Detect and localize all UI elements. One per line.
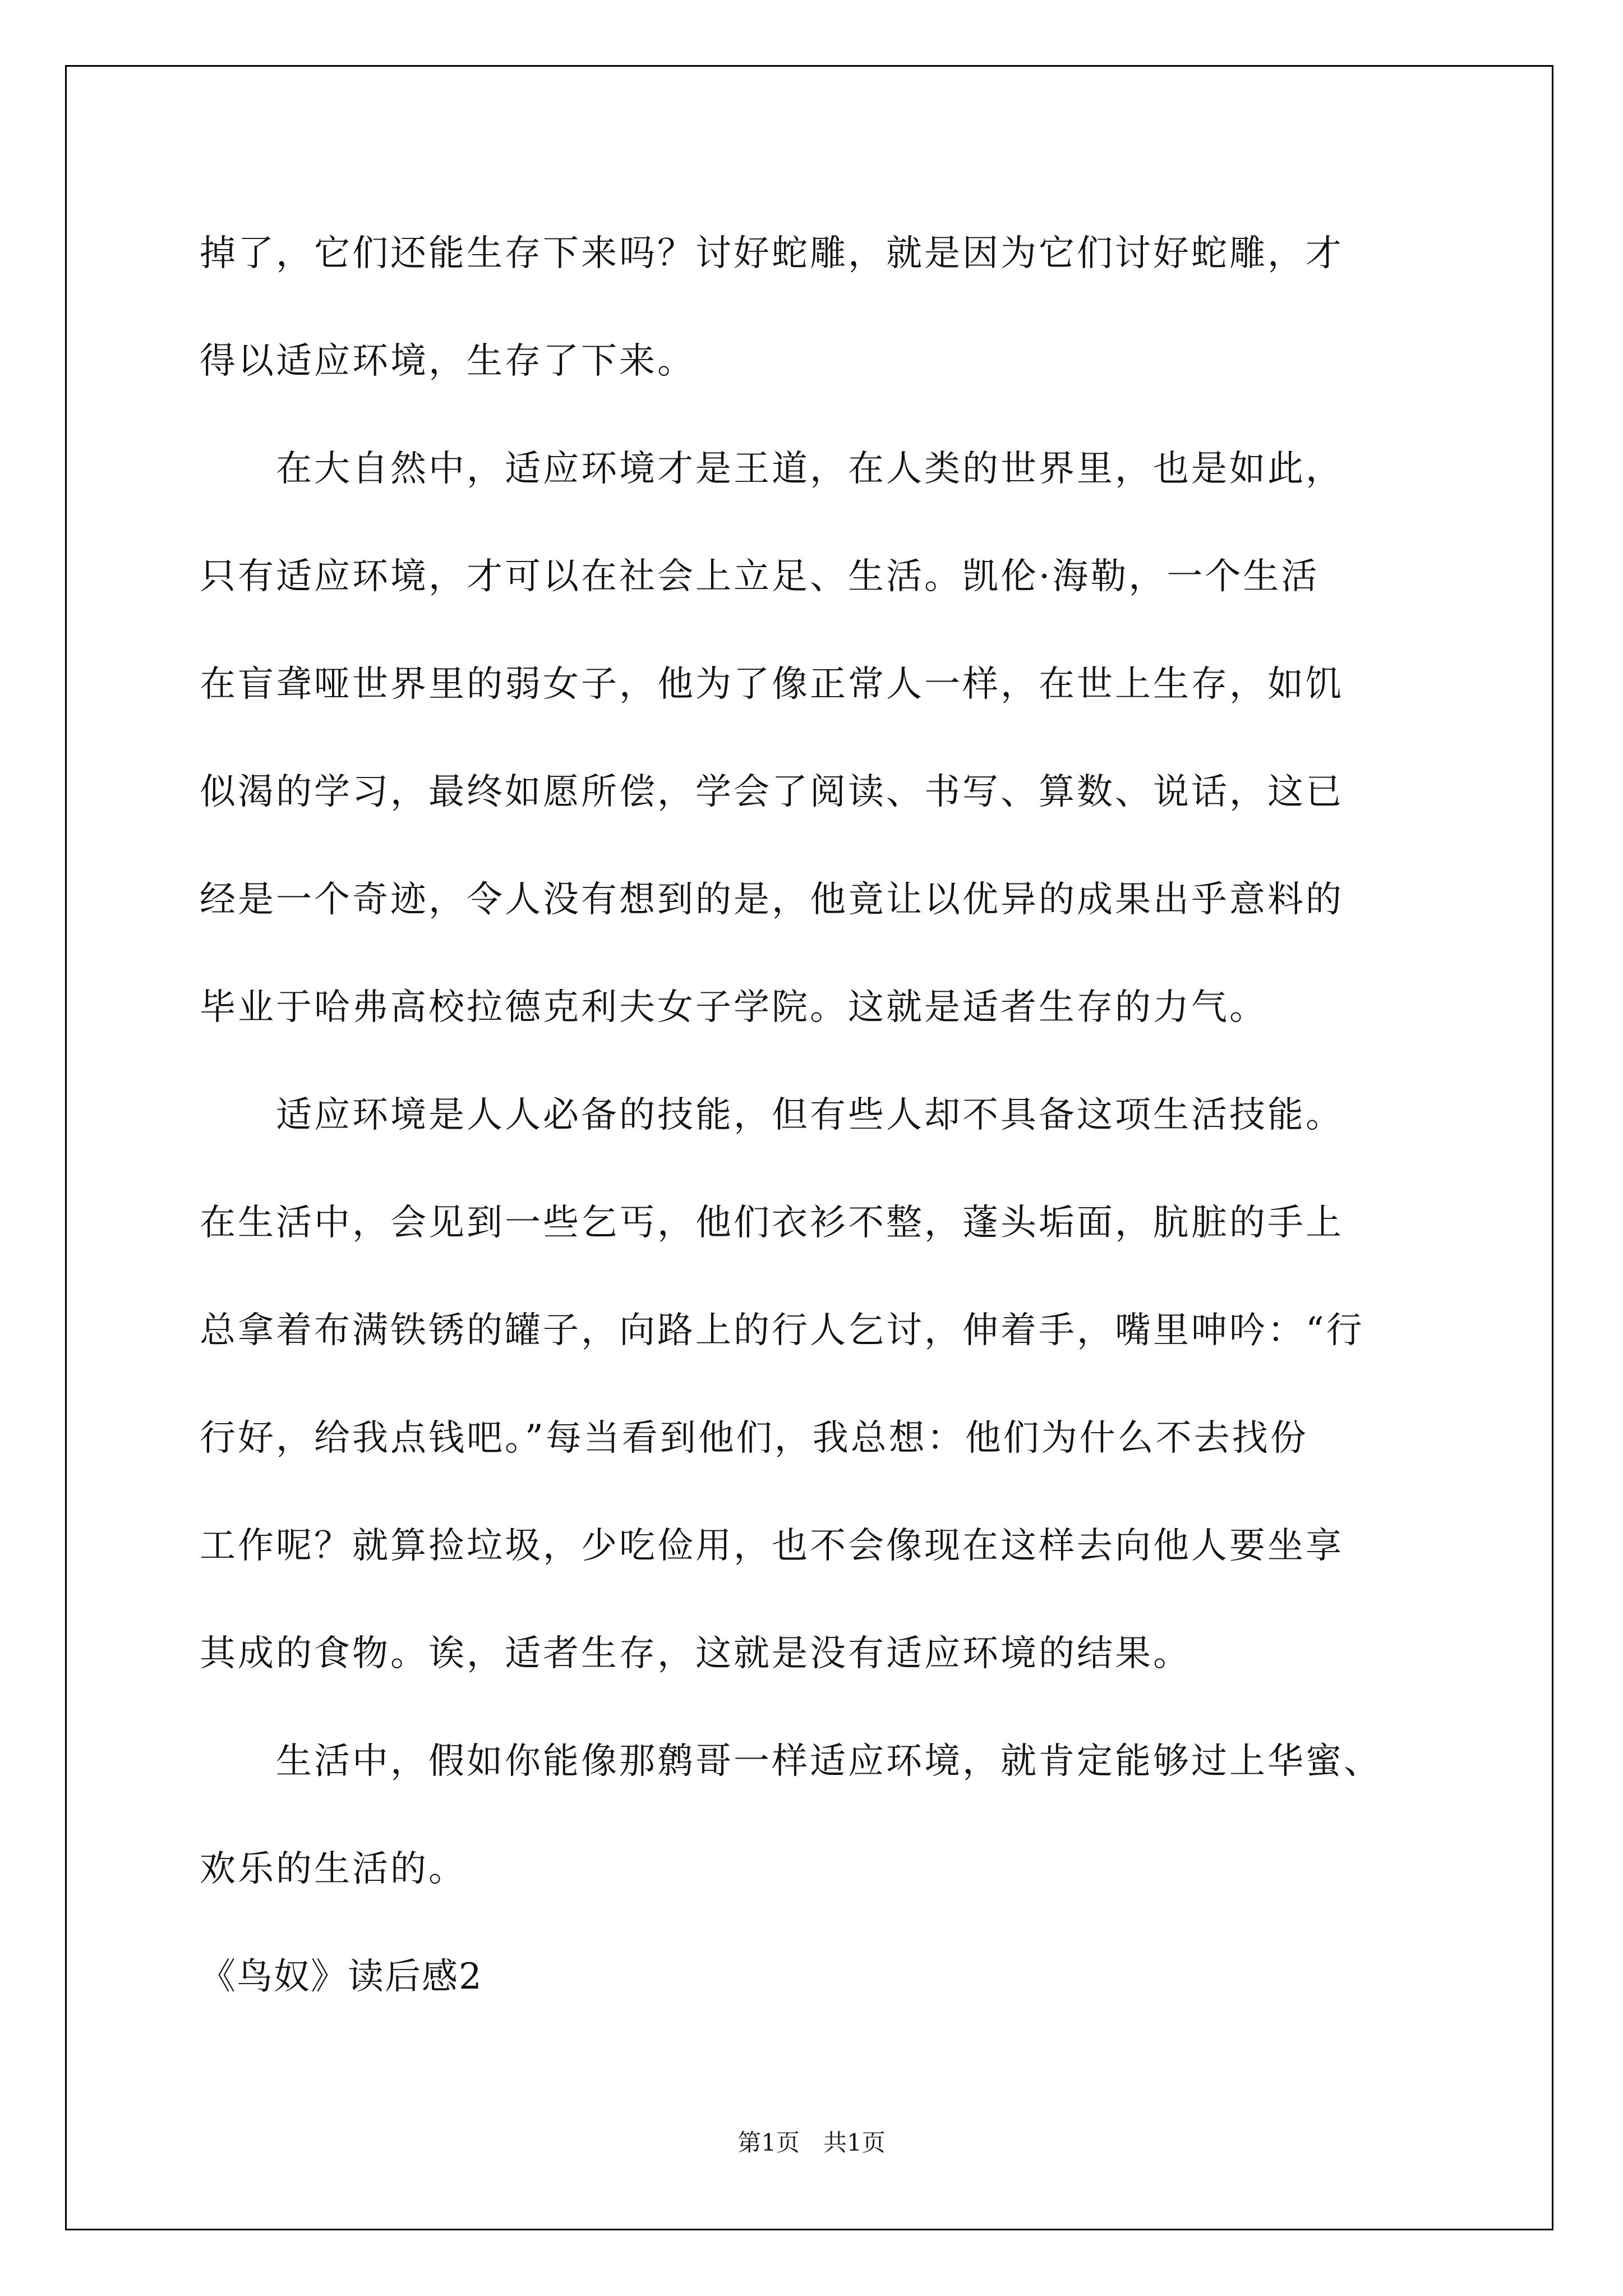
body-line-8: 毕业于哈弗高校拉德克利夫女子学院。这就是适者生存的力气。 [200,987,1267,1028]
section-title: 《鸟奴》读后感2 [200,1956,483,1998]
body-line-6: 似渴的学习，最终如愿所偿，学会了阅读、书写、算数、说话，这已 [200,771,1344,813]
body-line-1: 掉了，它们还能生存下来吗？讨好蛇雕，就是因为它们讨好蛇雕，才 [200,233,1344,274]
body-line-16: 欢乐的生活的。 [200,1848,467,1890]
body-line-3: 在大自然中，适应环境才是王道，在人类的世界里，也是如此， [200,448,1344,490]
body-line-13: 工作呢？就算捡垃圾，少吃俭用，也不会像现在这样去向他人要坐享 [200,1525,1344,1567]
body-line-12: 行好，给我点钱吧。”每当看到他们，我总想：他们为什么不去找份 [200,1418,1308,1459]
body-line-9: 适应环境是人人必备的技能，但有些人却不具备这项生活技能。 [200,1094,1344,1136]
body-line-7: 经是一个奇迹，令人没有想到的是，他竟让以优异的成果出乎意料的 [200,879,1344,921]
body-line-14: 其成的食物。诶，适者生存，这就是没有适应环境的结果。 [200,1633,1191,1674]
body-line-15: 生活中，假如你能像那鹩哥一样适应环境，就肯定能够过上华蜜、 [200,1741,1382,1782]
body-line-11: 总拿着布满铁锈的罐子，向路上的行人乞讨，伸着手，嘴里呻吟：“行 [200,1310,1364,1351]
body-line-4: 只有适应环境，才可以在社会上立足、生活。凯伦·海勒，一个生活 [200,556,1320,597]
body-line-5: 在盲聋哑世界里的弱女子，他为了像正常人一样，在世上生存，如饥 [200,664,1344,705]
body-line-10: 在生活中，会见到一些乞丐，他们衣衫不整，蓬头垢面，肮脏的手上 [200,1202,1344,1244]
document-body [200,219,1456,2050]
body-line-2: 得以适应环境，生存了下来。 [200,341,695,382]
page-footer: 第1页 共1页 [737,2129,886,2156]
